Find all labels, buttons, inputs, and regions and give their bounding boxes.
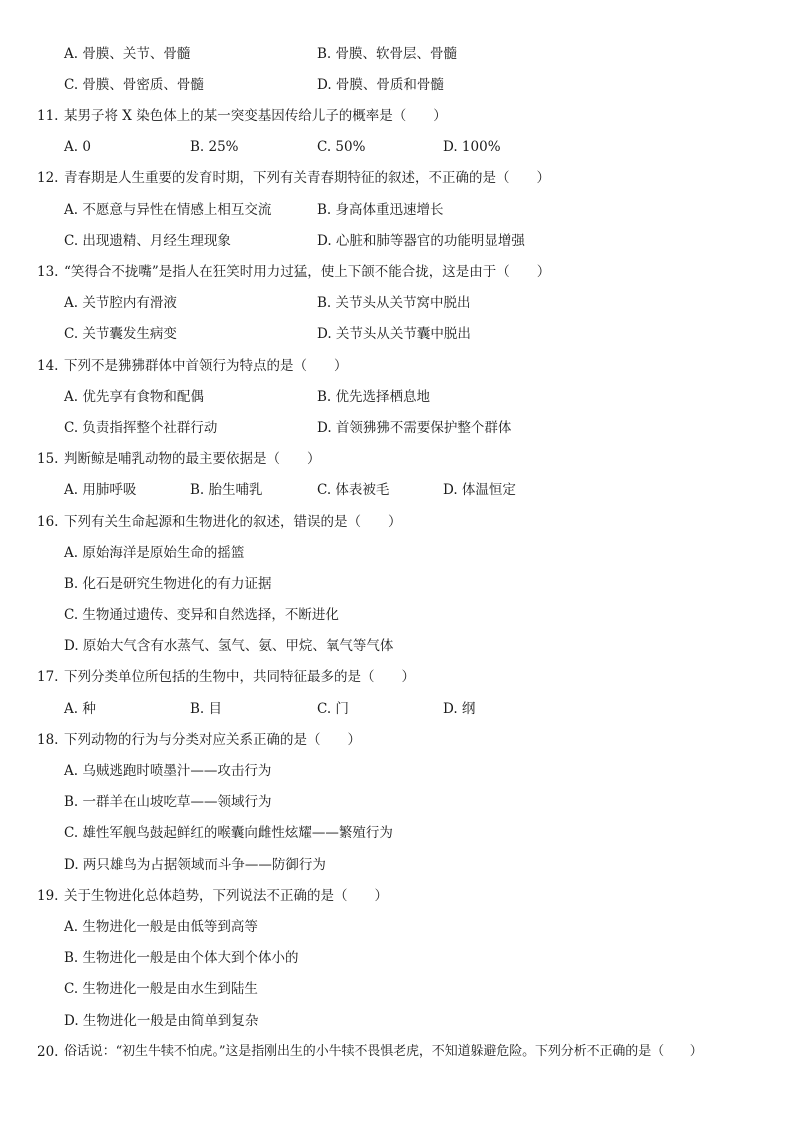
q10-option-b: B. 骨膜、软骨层、骨髓 <box>317 46 458 62</box>
q11-number: 11. <box>37 108 59 124</box>
q10-option-a: A. 骨膜、关节、骨髓 <box>64 46 191 62</box>
q14-option-c: C. 负责指挥整个社群行动 <box>64 420 218 436</box>
q13-option-d: D. 关节头从关节囊中脱出 <box>317 326 471 342</box>
q12-option-d: D. 心脏和肺等器官的功能明显增强 <box>317 233 525 249</box>
q19-stem: 关于生物进化总体趋势，下列说法不正确的是（ ） <box>64 888 388 904</box>
q15-number: 15. <box>37 451 59 467</box>
q11-option-d: D. 100% <box>443 139 501 155</box>
q17-option-a: A. 种 <box>64 701 96 717</box>
q13-number: 13. <box>37 264 59 280</box>
q16-option-c: C. 生物通过遗传、变异和自然选择，不断进化 <box>64 607 339 623</box>
q11-option-b: B. 25% <box>190 139 239 155</box>
q15-option-c: C. 体表被毛 <box>317 482 390 498</box>
q15-option-b: B. 胎生哺乳 <box>190 482 263 498</box>
q18-stem: 下列动物的行为与分类对应关系正确的是（ ） <box>64 732 361 748</box>
q14-number: 14. <box>37 358 59 374</box>
q12-number: 12. <box>37 170 59 186</box>
q17-option-d: D. 纲 <box>443 701 476 717</box>
q16-stem: 下列有关生命起源和生物进化的叙述，错误的是（ ） <box>64 514 402 530</box>
q16-option-d: D. 原始大气含有水蒸气、氢气、氨、甲烷、氧气等气体 <box>64 638 394 654</box>
q18-number: 18. <box>37 732 59 748</box>
q19-number: 19. <box>37 888 59 904</box>
q16-number: 16. <box>37 514 59 530</box>
q13-option-c: C. 关节囊发生病变 <box>64 326 177 342</box>
q15-option-d: D. 体温恒定 <box>443 482 516 498</box>
q14-option-a: A. 优先享有食物和配偶 <box>64 389 204 405</box>
q11-option-a: A. 0 <box>64 139 91 155</box>
q19-option-c: C. 生物进化一般是由水生到陆生 <box>64 981 258 997</box>
q16-option-a: A. 原始海洋是原始生命的摇篮 <box>64 545 245 561</box>
q18-option-a: A. 乌贼逃跑时喷墨汁——攻击行为 <box>64 763 272 779</box>
q17-option-b: B. 目 <box>190 701 223 717</box>
q15-option-a: A. 用肺呼吸 <box>64 482 137 498</box>
q17-stem: 下列分类单位所包括的生物中，共同特征最多的是（ ） <box>64 669 415 685</box>
q12-stem: 青春期是人生重要的发育时期，下列有关青春期特征的叙述，不正确的是（ ） <box>64 170 550 186</box>
q13-stem: “笑得合不拢嘴”是指人在狂笑时用力过猛，使上下颌不能合拢，这是由于（ ） <box>64 264 551 280</box>
q14-option-b: B. 优先选择栖息地 <box>317 389 431 405</box>
q20-stem: 俗话说：“初生牛犊不怕虎。”这是指刚出生的小牛犊不畏惧老虎，不知道躲避危险。下列分析不正确的是（ ） <box>64 1044 703 1059</box>
q17-number: 17. <box>37 669 59 685</box>
q15-stem: 判断鲸是哺乳动物的最主要依据是（ ） <box>64 451 321 467</box>
q12-option-a: A. 不愿意与异性在情感上相互交流 <box>64 202 272 218</box>
q13-option-a: A. 关节腔内有滑液 <box>64 295 177 311</box>
q19-option-b: B. 生物进化一般是由个体大到个体小的 <box>64 950 299 966</box>
q11-stem: 某男子将 X 染色体上的某一突变基因传给儿子的概率是（ ） <box>64 108 447 124</box>
q16-option-b: B. 化石是研究生物进化的有力证据 <box>64 576 272 592</box>
q10-option-c: C. 骨膜、骨密质、骨髓 <box>64 77 204 93</box>
q12-option-b: B. 身高体重迅速增长 <box>317 202 444 218</box>
q14-option-d: D. 首领狒狒不需要保护整个群体 <box>317 420 512 436</box>
q18-option-b: B. 一群羊在山坡吃草——领域行为 <box>64 794 272 810</box>
q20-number: 20. <box>37 1044 59 1060</box>
q18-option-d: D. 两只雄鸟为占据领域而斗争——防御行为 <box>64 857 326 873</box>
q18-option-c: C. 雄性军舰鸟鼓起鲜红的喉囊向雌性炫耀——繁殖行为 <box>64 825 393 841</box>
q13-option-b: B. 关节头从关节窝中脱出 <box>317 295 471 311</box>
q17-option-c: C. 门 <box>317 701 349 717</box>
q14-stem: 下列不是狒狒群体中首领行为特点的是（ ） <box>64 358 348 374</box>
q12-option-c: C. 出现遗精、月经生理现象 <box>64 233 231 249</box>
q10-option-d: D. 骨膜、骨质和骨髓 <box>317 77 444 93</box>
q19-option-a: A. 生物进化一般是由低等到高等 <box>64 919 258 935</box>
q19-option-d: D. 生物进化一般是由简单到复杂 <box>64 1013 259 1029</box>
q11-option-c: C. 50% <box>317 139 366 155</box>
